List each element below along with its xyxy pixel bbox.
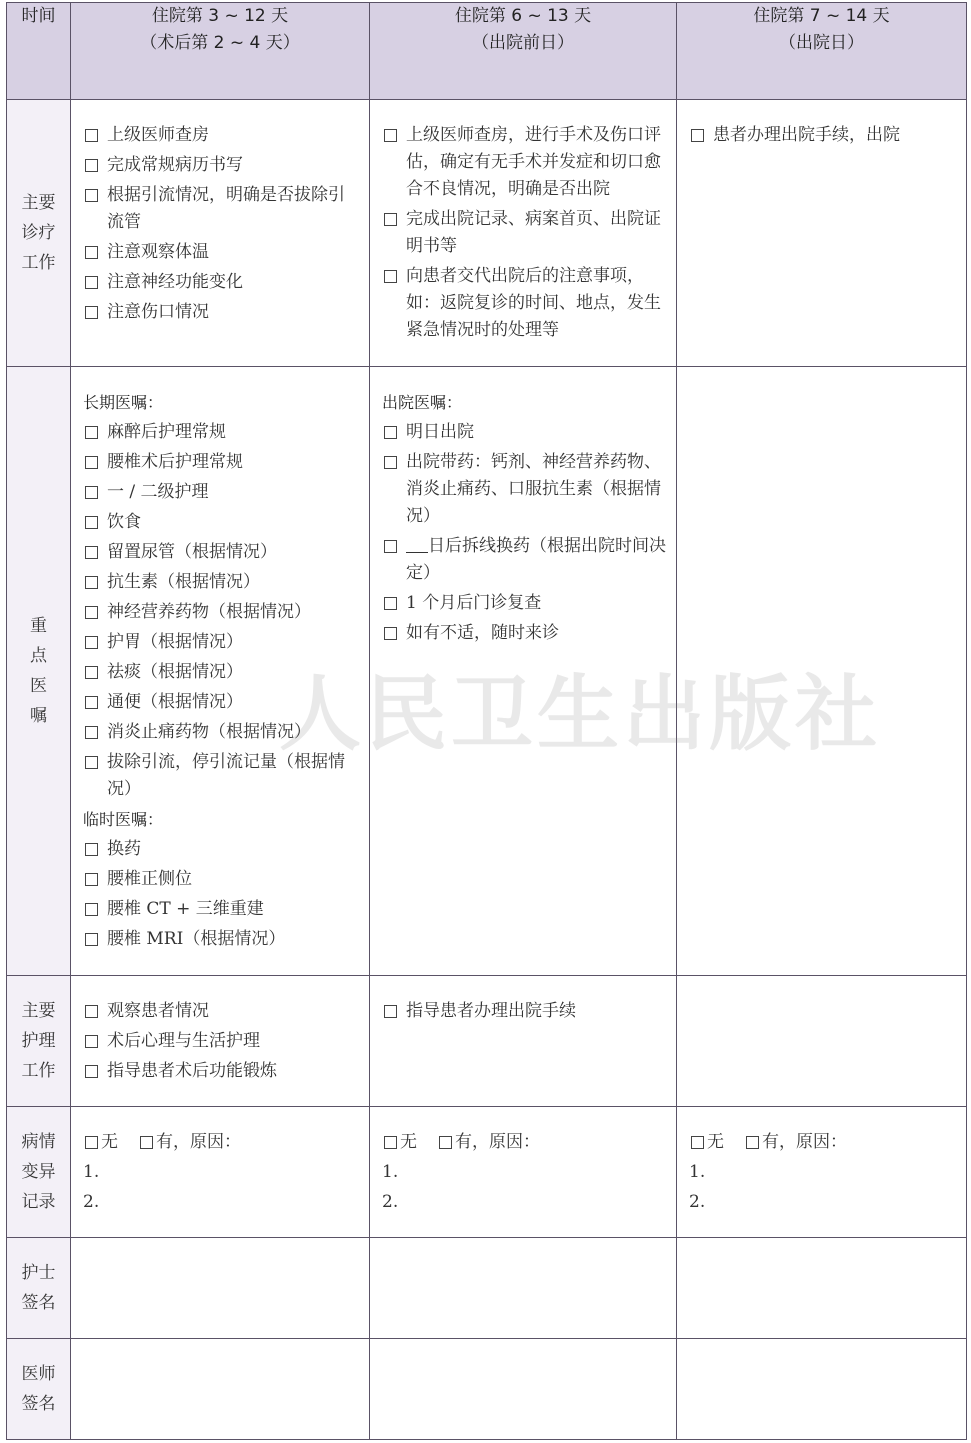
row-label-line: 签名 <box>21 1393 56 1414</box>
diagnosis-col2 <box>370 100 677 367</box>
variation-col3 <box>677 1106 967 1237</box>
checkbox[interactable] <box>85 129 98 142</box>
checklist-item <box>382 590 668 617</box>
reason-line-2[interactable]: 2. <box>382 1191 399 1212</box>
checklist-text: 抗生素（根据情况） <box>107 572 260 593</box>
option-yes[interactable] <box>138 1129 241 1156</box>
watermark-text: 人民卫生出版社 <box>278 666 882 762</box>
checklist-text: 向患者交代出院后的注意事项，如：返院复诊的时间、地点，发生紧急情况时的处理等 <box>406 266 661 341</box>
row-label-line: 护理 <box>21 1030 56 1051</box>
checkbox[interactable] <box>85 456 98 469</box>
checkbox[interactable] <box>85 159 98 172</box>
checkbox[interactable] <box>85 546 98 559</box>
checklist-text-with-blank <box>406 533 668 587</box>
header-col2-line1: 住院第 6 ~ 13 天 <box>454 6 592 26</box>
checklist-item <box>83 866 361 893</box>
checkbox[interactable] <box>384 540 397 553</box>
checklist-item <box>83 896 361 923</box>
checklist-item <box>83 1058 361 1085</box>
row-label-line: 工作 <box>21 1060 56 1081</box>
checkbox[interactable] <box>384 456 397 469</box>
checkbox[interactable] <box>85 933 98 946</box>
checklist-item <box>382 620 668 647</box>
checklist-text: 完成常规病历书写 <box>107 155 243 176</box>
header-col3-line1: 住院第 7 ~ 14 天 <box>753 6 890 26</box>
suture-text: 日后拆线换药（根据出院时间决定） <box>406 536 666 584</box>
row-label-line: 签名 <box>21 1292 56 1313</box>
checklist-item <box>83 998 361 1025</box>
row-nurse-signature <box>7 1237 967 1338</box>
checklist-item <box>83 239 361 266</box>
row-label-line: 护士 <box>21 1262 56 1283</box>
checkbox[interactable] <box>85 873 98 886</box>
fill-in-blank[interactable] <box>406 534 428 553</box>
row-label-orders <box>7 367 71 975</box>
checklist-text: 腰椎术后护理常规 <box>107 452 243 473</box>
reason-line-2[interactable]: 2. <box>689 1191 706 1212</box>
variation-options <box>382 1129 668 1156</box>
variation-options <box>689 1129 958 1156</box>
checklist-item <box>83 479 361 506</box>
row-label-line: 病情 <box>21 1131 56 1152</box>
row-diagnosis <box>7 100 967 367</box>
checklist-text: 观察患者情况 <box>107 1000 209 1021</box>
diagnosis-col1 <box>71 100 370 367</box>
checkbox[interactable] <box>85 1065 98 1078</box>
header-col2-line2: （出院前日） <box>472 33 574 53</box>
checklist-text: 完成出院记录、病案首页、出院证明书等 <box>406 209 661 257</box>
doctor-signature-col1[interactable] <box>71 1338 370 1439</box>
option-yes-label: 有，原因： <box>762 1131 847 1152</box>
checklist-item <box>382 449 668 530</box>
header-col1 <box>71 3 370 100</box>
doctor-signature-col3[interactable] <box>677 1338 967 1439</box>
orders-col1 <box>71 367 370 975</box>
checklist-item <box>382 998 668 1025</box>
checkbox[interactable] <box>85 606 98 619</box>
checklist-item <box>382 206 668 260</box>
checklist-item <box>83 509 361 536</box>
checklist-item <box>689 122 958 149</box>
checkbox[interactable] <box>85 756 98 769</box>
row-label-line: 记录 <box>21 1191 56 1212</box>
row-label-nurse-signature <box>7 1237 71 1338</box>
checkbox[interactable] <box>85 1136 98 1149</box>
checklist-text: 腰椎 CT + 三维重建 <box>107 899 264 920</box>
checklist-item <box>83 122 361 149</box>
checkbox[interactable] <box>439 1136 452 1149</box>
reason-line-1[interactable]: 1. <box>689 1161 706 1182</box>
checklist-text: 换药 <box>107 839 141 860</box>
checkbox[interactable] <box>85 1035 98 1048</box>
row-doctor-signature <box>7 1338 967 1439</box>
variation-options <box>83 1129 361 1156</box>
checklist-item <box>83 659 361 686</box>
variation-col2 <box>370 1106 677 1237</box>
checklist-text: 一 / 二级护理 <box>107 482 209 503</box>
checklist-item <box>83 299 361 326</box>
row-label-line: 变异 <box>21 1161 56 1182</box>
row-label-diagnosis <box>7 100 71 367</box>
checklist-text: 腰椎 MRI（根据情况） <box>107 929 286 950</box>
discharge-orders-title: 出院医嘱： <box>382 393 463 413</box>
row-label-line: 医师 <box>21 1363 56 1384</box>
row-label-variation <box>7 1106 71 1237</box>
checkbox[interactable] <box>384 627 397 640</box>
checklist-item <box>382 122 668 203</box>
checklist-item <box>83 152 361 179</box>
row-variation <box>7 1106 967 1237</box>
checklist-text: 拔除引流，停引流记量（根据情况） <box>107 752 345 800</box>
option-none-label: 无 <box>707 1131 724 1152</box>
nurse-signature-col3[interactable] <box>677 1237 967 1338</box>
checkbox[interactable] <box>384 1005 397 1018</box>
checklist-item <box>382 263 668 344</box>
checklist-item <box>83 449 361 476</box>
long-term-orders-title: 长期医嘱： <box>83 393 164 413</box>
checkbox[interactable] <box>85 666 98 679</box>
row-nursing <box>7 975 967 1106</box>
option-yes-label: 有，原因： <box>156 1131 241 1152</box>
checkbox[interactable] <box>85 576 98 589</box>
header-col1-line2: （术后第 2 ~ 4 天） <box>140 33 300 53</box>
checklist-text: 指导患者术后功能锻炼 <box>107 1060 277 1081</box>
checklist-item <box>83 182 361 236</box>
row-label-nursing <box>7 975 71 1106</box>
checklist-text: 如有不适，随时来诊 <box>406 623 559 644</box>
header-time: 时间 <box>7 3 71 100</box>
checklist-item <box>83 569 361 596</box>
checklist-text: 消炎止痛药物（根据情况） <box>107 722 311 743</box>
row-label-line: 主要 <box>21 193 56 214</box>
checklist-item <box>83 539 361 566</box>
checklist-text: 饮食 <box>107 512 141 533</box>
option-none[interactable] <box>83 1129 118 1156</box>
nursing-col1 <box>71 975 370 1106</box>
option-yes[interactable] <box>744 1129 847 1156</box>
row-label-line: 工作 <box>21 253 56 274</box>
row-label-doctor-signature <box>7 1338 71 1439</box>
reason-line-2[interactable]: 2. <box>83 1191 100 1212</box>
checklist-text: 根据引流情况，明确是否拔除引流管 <box>107 185 345 233</box>
header-col2 <box>370 3 677 100</box>
reason-line-1[interactable]: 1. <box>382 1161 399 1182</box>
checklist-text: 注意伤口情况 <box>107 302 209 323</box>
checklist-text: 麻醉后护理常规 <box>107 422 226 443</box>
checklist-item <box>382 419 668 446</box>
row-label-line: 重 <box>30 615 47 636</box>
checkbox[interactable] <box>85 903 98 916</box>
header-col1-line1: 住院第 3 ~ 12 天 <box>151 6 289 26</box>
checklist-text: 上级医师查房，进行手术及伤口评估，确定有无手术并发症和切口愈合不良情况，明确是否出院 <box>406 125 661 200</box>
checkbox[interactable] <box>384 213 397 226</box>
checkbox[interactable] <box>384 426 397 439</box>
option-none-label: 无 <box>400 1131 417 1152</box>
checkbox[interactable] <box>384 129 397 142</box>
checklist-text: 留置尿管（根据情况） <box>107 542 277 563</box>
checkbox[interactable] <box>85 726 98 739</box>
header-col3 <box>677 3 967 100</box>
checklist-text: 注意神经功能变化 <box>107 272 243 293</box>
nursing-col2 <box>370 975 677 1106</box>
checklist-item <box>83 719 361 746</box>
row-label-line: 医 <box>30 675 47 696</box>
checklist-item <box>382 533 668 587</box>
checklist-item <box>83 599 361 626</box>
variation-col1 <box>71 1106 370 1237</box>
row-label-line: 诊疗 <box>21 223 56 244</box>
checkbox[interactable] <box>384 1136 397 1149</box>
checkbox[interactable] <box>85 306 98 319</box>
temporary-orders-title: 临时医嘱： <box>83 810 164 830</box>
checkbox[interactable] <box>691 1136 704 1149</box>
checklist-item <box>83 269 361 296</box>
nurse-signature-col2[interactable] <box>370 1237 677 1338</box>
reason-line-1[interactable]: 1. <box>83 1161 100 1182</box>
option-none[interactable] <box>382 1129 417 1156</box>
checkbox[interactable] <box>85 426 98 439</box>
diagnosis-col3 <box>677 100 967 367</box>
header-row <box>7 3 967 100</box>
checklist-item <box>83 629 361 656</box>
checkbox[interactable] <box>140 1136 153 1149</box>
checklist-item <box>83 689 361 716</box>
checkbox[interactable] <box>85 1005 98 1018</box>
checklist-text: 通便（根据情况） <box>107 692 243 713</box>
checklist-item <box>83 926 361 953</box>
checklist-item <box>83 1028 361 1055</box>
checklist-text: 术后心理与生活护理 <box>107 1030 260 1051</box>
orders-col2 <box>370 367 677 975</box>
checklist-text: 护胃（根据情况） <box>107 632 243 653</box>
doctor-signature-col2[interactable] <box>370 1338 677 1439</box>
checklist-text: 明日出院 <box>406 422 474 443</box>
checklist-item <box>83 419 361 446</box>
checkbox[interactable] <box>85 696 98 709</box>
checkbox[interactable] <box>691 129 704 142</box>
checklist-text: 指导患者办理出院手续 <box>406 1000 576 1021</box>
option-none-label: 无 <box>101 1131 118 1152</box>
nurse-signature-col1[interactable] <box>71 1237 370 1338</box>
checklist-text: 出院带药：钙剂、神经营养药物、消炎止痛药、口服抗生素（根据情况） <box>406 452 661 527</box>
clinical-pathway-table <box>6 2 967 1440</box>
checkbox[interactable] <box>85 636 98 649</box>
checkbox[interactable] <box>85 486 98 499</box>
option-none[interactable] <box>689 1129 724 1156</box>
checklist-text: 患者办理出院手续，出院 <box>713 125 900 146</box>
row-label-line: 点 <box>30 645 47 666</box>
checklist-text: 上级医师查房 <box>107 125 209 146</box>
checklist-text: 神经营养药物（根据情况） <box>107 602 311 623</box>
header-col3-line2: （出院日） <box>779 33 864 53</box>
checkbox[interactable] <box>85 843 98 856</box>
nursing-col3 <box>677 975 967 1106</box>
checkbox[interactable] <box>384 597 397 610</box>
checklist-text: 注意观察体温 <box>107 242 209 263</box>
checkbox[interactable] <box>85 276 98 289</box>
checkbox[interactable] <box>85 189 98 202</box>
option-yes-label: 有，原因： <box>455 1131 540 1152</box>
option-yes[interactable] <box>437 1129 540 1156</box>
row-label-line: 主要 <box>21 1000 56 1021</box>
row-label-line: 嘱 <box>30 705 47 726</box>
row-orders <box>7 367 967 975</box>
checklist-text: 1 个月后门诊复查 <box>406 593 542 614</box>
checkbox[interactable] <box>384 270 397 283</box>
checklist-text: 腰椎正侧位 <box>107 869 192 890</box>
checkbox[interactable] <box>85 246 98 259</box>
orders-col3 <box>677 367 967 975</box>
checkbox[interactable] <box>85 516 98 529</box>
checklist-item <box>83 836 361 863</box>
checklist-item <box>83 749 361 803</box>
checkbox[interactable] <box>746 1136 759 1149</box>
checklist-text: 祛痰（根据情况） <box>107 662 243 683</box>
